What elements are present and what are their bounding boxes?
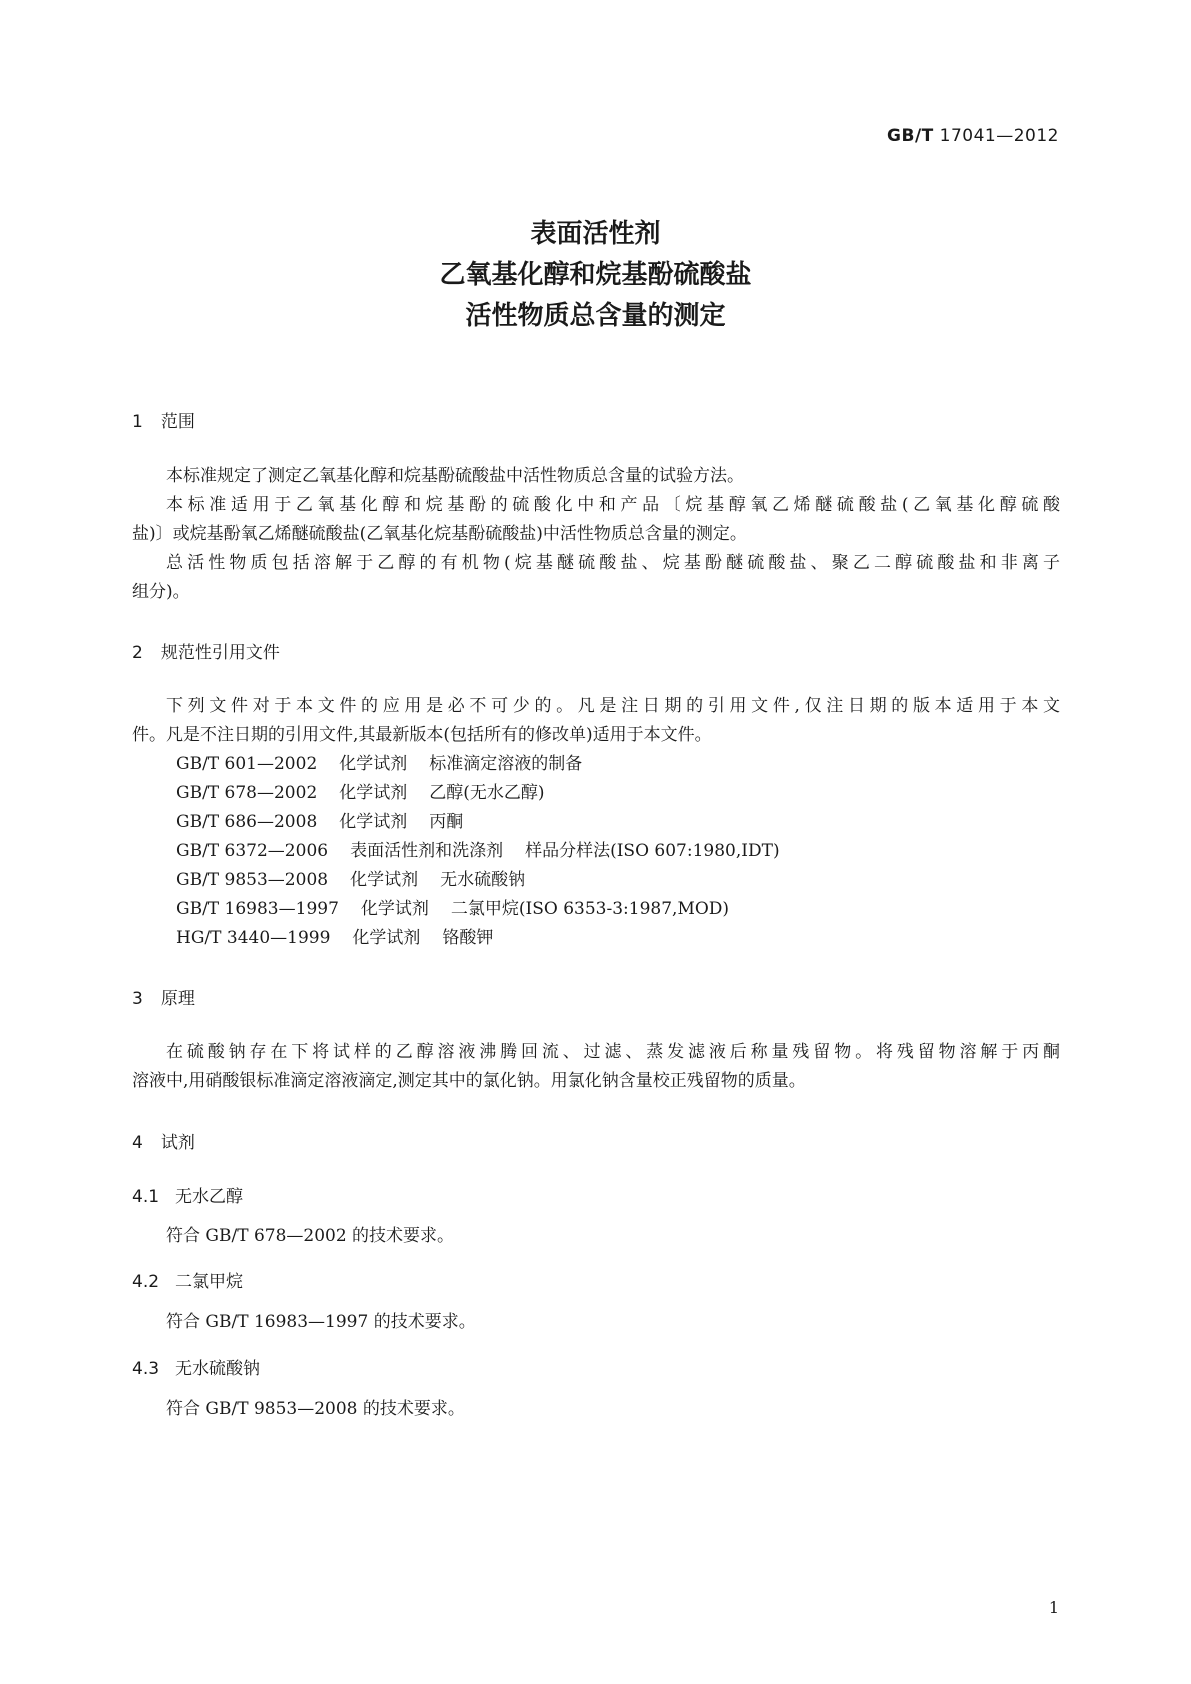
- reference-item: [176, 750, 780, 779]
- reference-category: 化学试剂: [339, 754, 408, 774]
- reference-item: [176, 808, 780, 837]
- normative-references-list: [176, 750, 780, 953]
- reference-category: 化学试剂: [350, 870, 419, 890]
- title-line-3: 活性物质总含量的测定: [465, 301, 726, 331]
- paragraph: 符合 GB/T 16983—1997 的技术要求。: [166, 1312, 476, 1332]
- subsection-4-1-heading: [132, 1182, 243, 1207]
- section-number: 2: [132, 643, 143, 663]
- subsection-number: 4.3: [132, 1359, 160, 1379]
- reference-code: HG/T 3440—1999: [176, 928, 331, 948]
- paragraph-line: 盐)〕或烷基酚氧乙烯醚硫酸盐(乙氧基化烷基酚硫酸盐)中活性物质总含量的测定。: [132, 524, 747, 544]
- paragraph-line: 本标准适用于乙氧基化醇和烷基酚的硫酸化中和产品〔烷基醇氧乙烯醚硫酸盐(乙氧基化醇硫酸: [166, 495, 1060, 515]
- reference-code: GB/T 16983—1997: [176, 899, 339, 919]
- reference-code: GB/T 601—2002: [176, 754, 318, 774]
- reference-category: 化学试剂: [339, 812, 408, 832]
- subsection-4-2-body: [132, 1308, 1060, 1337]
- reference-code: GB/T 686—2008: [176, 812, 318, 832]
- reference-title: 标准滴定溶液的制备: [429, 754, 583, 774]
- section-title: 范围: [160, 412, 195, 432]
- reference-code: GB/T 9853—2008: [176, 870, 329, 890]
- section-number: 1: [132, 412, 143, 432]
- paragraph: 符合 GB/T 9853—2008 的技术要求。: [166, 1399, 465, 1419]
- title-line-2: 乙氧基化醇和烷基酚硫酸盐: [439, 260, 752, 290]
- subsection-number: 4.2: [132, 1272, 160, 1292]
- reference-category: 化学试剂: [352, 928, 421, 948]
- paragraph-line: 在硫酸钠存在下将试样的乙醇溶液沸腾回流、过滤、蒸发滤液后称量残留物。将残留物溶解于丙酮: [166, 1042, 1060, 1062]
- reference-item: [176, 779, 780, 808]
- reference-title: 二氯甲烷(ISO 6353-3:1987,MOD): [450, 899, 730, 919]
- reference-item: [176, 924, 780, 953]
- section-4-heading: [132, 1128, 195, 1153]
- section-title: 规范性引用文件: [160, 643, 280, 663]
- section-3-heading: [132, 984, 195, 1009]
- reference-item: [176, 895, 780, 924]
- standard-code-prefix: GB/T: [887, 126, 934, 146]
- reference-title: 无水硫酸钠: [440, 870, 526, 890]
- title-line-1: 表面活性剂: [530, 219, 661, 249]
- paragraph: 符合 GB/T 678—2002 的技术要求。: [166, 1226, 455, 1246]
- subsection-title: 无水乙醇: [175, 1187, 244, 1207]
- subsection-4-3-heading: [132, 1354, 260, 1379]
- reference-code: GB/T 6372—2006: [176, 841, 329, 861]
- subsection-4-3-body: [132, 1395, 1060, 1424]
- reference-title: 丙酮: [429, 812, 464, 832]
- section-number: 4: [132, 1133, 143, 1153]
- reference-title: 铬酸钾: [442, 928, 494, 948]
- section-1-body: [132, 462, 1060, 607]
- standard-code-number: 17041—2012: [939, 126, 1059, 146]
- reference-item: [176, 866, 780, 895]
- section-2-body: [132, 692, 1060, 750]
- subsection-4-1-body: [132, 1222, 1060, 1251]
- section-1-heading: [132, 407, 195, 432]
- reference-code: GB/T 678—2002: [176, 783, 318, 803]
- section-2-heading: [132, 638, 280, 663]
- reference-category: 表面活性剂和洗涤剂: [350, 841, 504, 861]
- section-3-body: [132, 1038, 1060, 1096]
- section-title: 原理: [160, 989, 195, 1009]
- document-title: [0, 214, 1191, 337]
- reference-category: 化学试剂: [339, 783, 408, 803]
- standard-code: [887, 126, 1059, 146]
- page-number: 1: [1048, 1598, 1059, 1617]
- paragraph-line: 下列文件对于本文件的应用是必不可少的。凡是注日期的引用文件,仅注日期的版本适用于本文: [166, 696, 1060, 716]
- subsection-4-2-heading: [132, 1267, 243, 1292]
- reference-category: 化学试剂: [360, 899, 429, 919]
- subsection-number: 4.1: [132, 1187, 160, 1207]
- paragraph-line: 组分)。: [132, 582, 190, 602]
- reference-item: [176, 837, 780, 866]
- paragraph: 本标准规定了测定乙氧基化醇和烷基酚硫酸盐中活性物质总含量的试验方法。: [166, 466, 744, 486]
- reference-title: 样品分样法(ISO 607:1980,IDT): [525, 841, 780, 861]
- paragraph-line: 总活性物质包括溶解于乙醇的有机物(烷基醚硫酸盐、烷基酚醚硫酸盐、聚乙二醇硫酸盐和非离子: [166, 553, 1060, 573]
- paragraph-line: 溶液中,用硝酸银标准滴定溶液滴定,测定其中的氯化钠。用氯化钠含量校正残留物的质量。: [132, 1071, 806, 1091]
- section-title: 试剂: [160, 1133, 195, 1153]
- subsection-title: 二氯甲烷: [175, 1272, 244, 1292]
- subsection-title: 无水硫酸钠: [175, 1359, 261, 1379]
- reference-title: 乙醇(无水乙醇): [429, 783, 545, 803]
- section-number: 3: [132, 989, 143, 1009]
- paragraph-line: 件。凡是不注日期的引用文件,其最新版本(包括所有的修改单)适用于本文件。: [132, 725, 712, 745]
